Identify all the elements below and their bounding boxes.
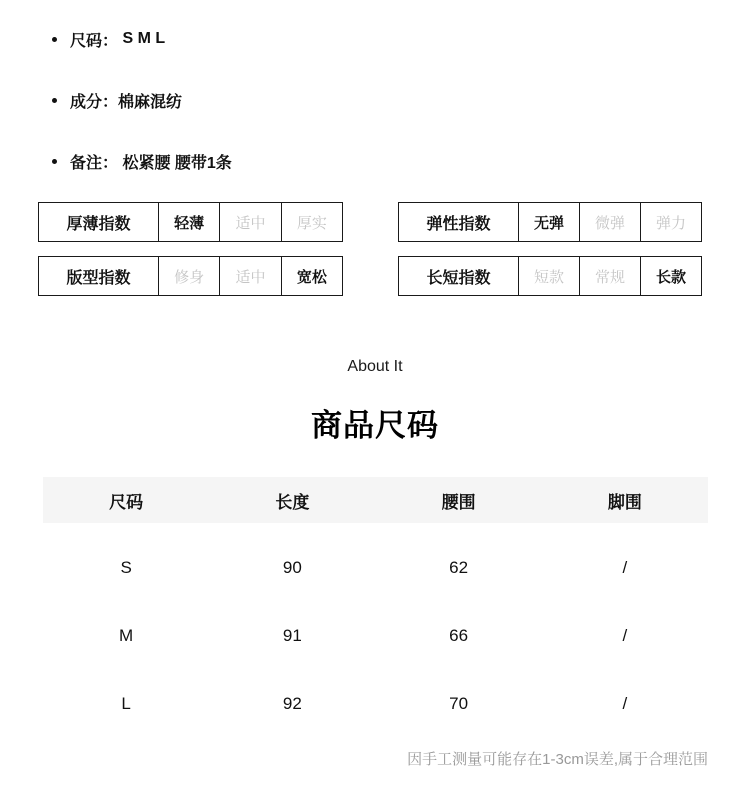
spec-table-thickness — [38, 202, 343, 242]
table-row — [43, 534, 708, 602]
spec-option: 微弹 — [579, 203, 640, 241]
spec-option: 无弹 — [518, 203, 579, 241]
list-item-size — [52, 28, 232, 50]
spec-option: 轻薄 — [158, 203, 219, 241]
table-row — [43, 670, 708, 738]
table-row — [43, 602, 708, 670]
bullet-icon — [52, 98, 57, 103]
spec-option: 修身 — [158, 257, 219, 295]
table-cell: M — [119, 626, 134, 645]
spec-label: 厚薄指数 — [66, 215, 131, 233]
spec-label: 版型指数 — [66, 269, 131, 287]
list-item-composition — [52, 89, 232, 111]
attribute-label: 尺码： — [70, 32, 119, 50]
table-cell: 70 — [449, 694, 469, 713]
column-header: 尺码 — [109, 492, 144, 512]
attribute-value: S M L — [118, 30, 166, 47]
bullet-icon — [52, 159, 57, 164]
attribute-value: 松紧腰 腰带1条 — [118, 154, 232, 172]
spec-label: 弹性指数 — [426, 215, 491, 233]
spec-option: 适中 — [219, 257, 280, 295]
spec-option: 长款 — [640, 257, 701, 295]
table-cell: / — [622, 558, 628, 577]
spec-option: 宽松 — [281, 257, 342, 295]
table-cell: 92 — [282, 694, 302, 713]
bullet-icon — [52, 37, 57, 42]
spec-option: 厚实 — [281, 203, 342, 241]
page-title: 商品尺码 — [311, 408, 439, 443]
spec-table-elasticity — [398, 202, 702, 242]
attribute-label: 备注： — [70, 154, 119, 172]
spec-table-fit — [38, 256, 343, 296]
table-cell: / — [622, 694, 628, 713]
size-table-body — [43, 534, 708, 738]
table-cell: 91 — [282, 626, 302, 645]
spec-option: 适中 — [219, 203, 280, 241]
measurement-disclaimer: 因手工测量可能存在1-3cm误差,属于合理范围 — [407, 751, 708, 768]
list-item-note — [52, 150, 232, 172]
spec-label: 长短指数 — [426, 269, 491, 287]
table-cell: 66 — [449, 626, 469, 645]
section-eyebrow: About It — [347, 358, 403, 375]
attribute-label: 成分： — [70, 93, 119, 111]
column-header: 腰围 — [441, 492, 476, 512]
table-cell: S — [120, 558, 132, 577]
size-table-header — [43, 477, 708, 523]
column-header: 脚围 — [607, 492, 642, 512]
column-header: 长度 — [275, 492, 310, 512]
table-cell: L — [121, 694, 131, 713]
spec-option: 弹力 — [640, 203, 701, 241]
table-cell: 62 — [449, 558, 469, 577]
attribute-value: 棉麻混纺 — [118, 93, 183, 111]
table-cell: / — [622, 626, 628, 645]
product-attributes-list — [52, 28, 232, 211]
spec-option: 常规 — [579, 257, 640, 295]
spec-table-length — [398, 256, 702, 296]
size-table — [43, 477, 708, 738]
spec-option: 短款 — [518, 257, 579, 295]
table-cell: 90 — [282, 558, 302, 577]
